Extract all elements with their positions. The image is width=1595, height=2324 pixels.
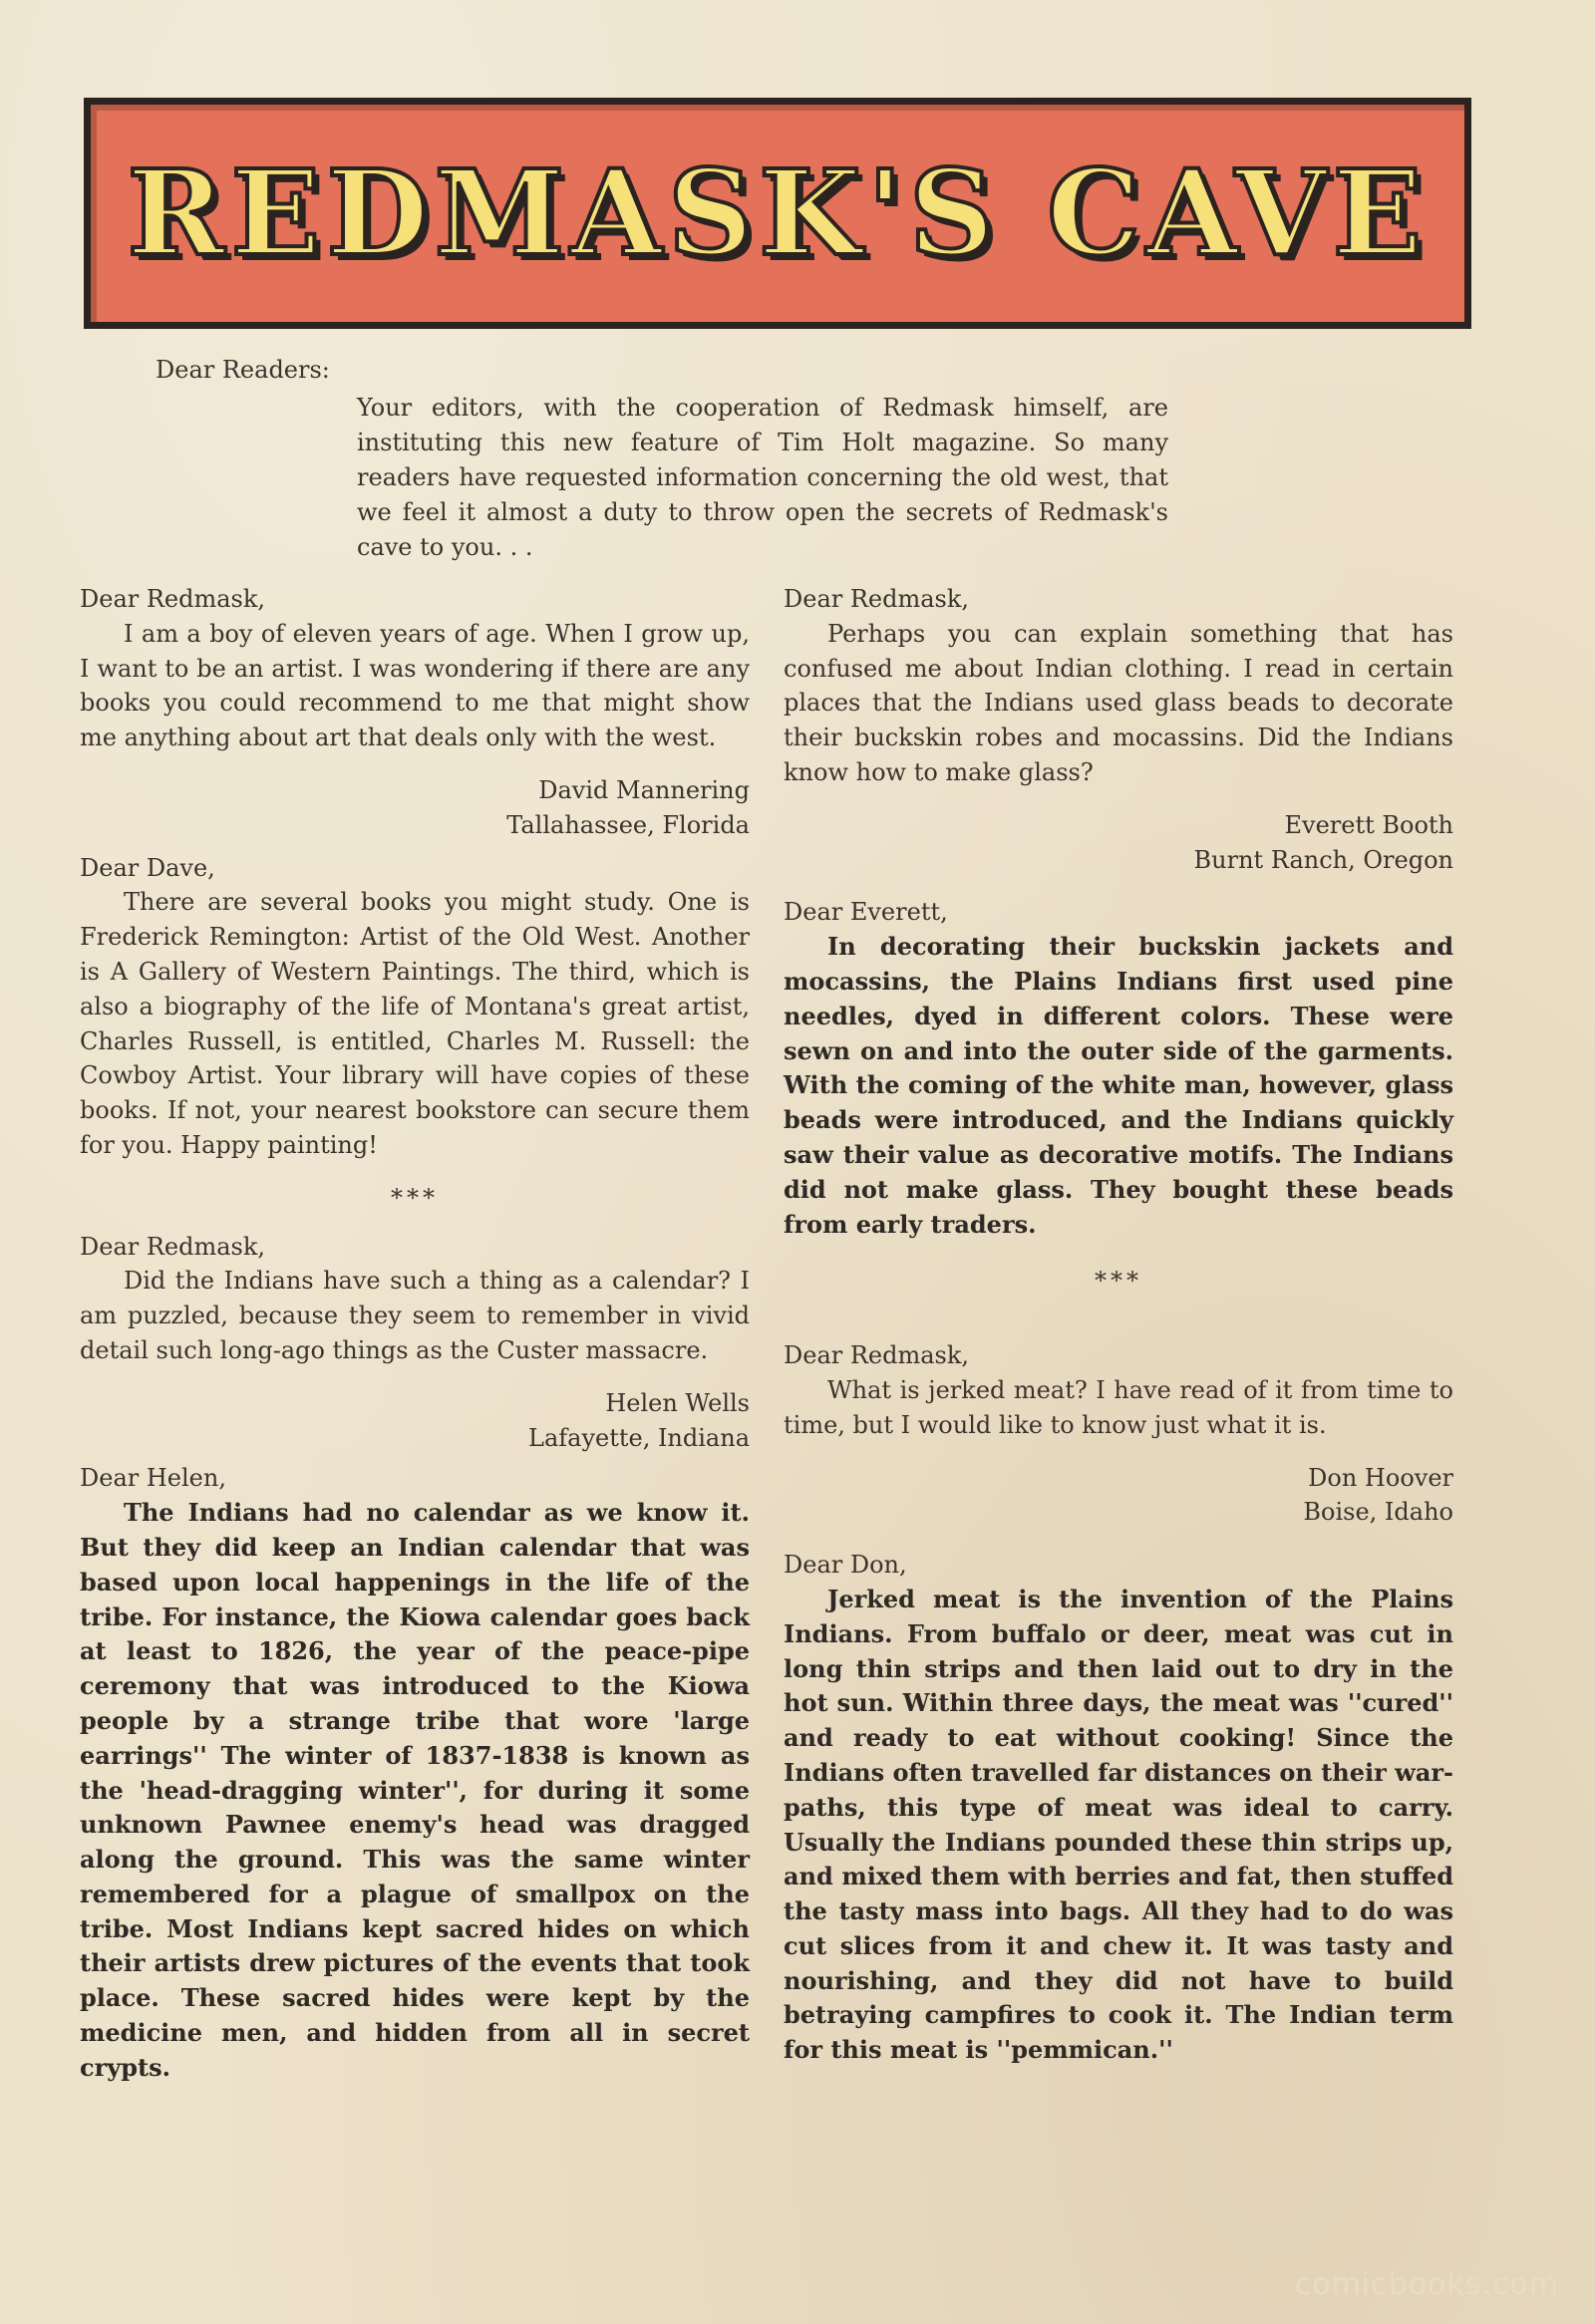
reply-salutation: Dear Helen, [80,1464,226,1493]
letter-signature-place: Tallahassee, Florida [506,810,750,839]
reply-body: In decorating their buckskin jackets and mocassins, the Plains Indians first used pine needles, dyed in different colors. These were sewn on and into the outer side of the garments. With the coming of the white man, however, glass beads were introduced, and the Indians quickly saw their value as decorative motifs. The Indians did not make glass. They bought these beads from early traders. [784,932,1453,1239]
letter-signature-place: Burnt Ranch, Oregon [1193,845,1453,874]
reply-salutation: Dear Don, [784,1551,907,1580]
letter-body: Perhaps you can explain something that has confused me about Indian clothing. I read in certain places that the Indians used glass beads to decorate their buckskin robes and mocassins. Did the Indians know how to make glass? [784,619,1453,786]
right-column [784,582,1453,2068]
reply-body: Jerked meat is the invention of the Plains Indians. From buffalo or deer, meat was cut in long thin strips and then laid out to dry in the hot sun. Within three days, the meat was ''cured'' and ready to eat without cooking! Since the Indians often travelled far distances on their war-paths, this type of meat was ideal to carry. Usually the Indians pounded these thin strips up, and mixed them with berries and fat, then stuffed the tasty mass into bags. All they had to do was cut slices from it and chew it. It was tasty and nourishing, and they did not have to build betraying campfires to cook it. The Indian term for this meat is ''pemmican.'' [784,1584,1453,2065]
letter-body: What is jerked meat? I have read of it from time to time, but I would like to know just what it is. [784,1375,1453,1439]
reply-salutation: Dear Everett, [784,898,948,927]
left-column [80,582,750,2086]
letter-signature-name: Don Hoover [1308,1463,1453,1492]
letter-salutation: Dear Redmask, [784,1341,970,1370]
section-separator: *** [391,1183,439,1212]
intro-paragraph: Your editors, with the cooperation of Redmask himself, are instituting this new feature of Tim Holt magazine. So many readers have requested information concerning the old west, that we feel it almost a duty to throw open the secrets of Redmask's cave to you. . . [357,394,1168,561]
reply-salutation: Dear Dave, [80,853,215,882]
title-banner [84,98,1471,329]
intro-salutation: Dear Readers: [156,356,330,384]
letter-signature-name: Helen Wells [605,1388,750,1417]
section-separator: *** [1095,1267,1142,1296]
reply-body: There are several books you might study. One is Frederick Remington: Artist of the Old West. Another is A Gallery of Western Paintings. The third, which is also a biography of the life of Montana's great artist, Charles Russell, is entitled, Charles M. Russell: the Cowboy Artist. Your library will have copies of these books. If not, your nearest bookstore can secure them for you. Happy painting! [80,888,750,1159]
letter-salutation: Dear Redmask, [80,1232,266,1261]
letter-salutation: Dear Redmask, [784,585,970,613]
letter-salutation: Dear Redmask, [80,585,266,613]
letter-signature-place: Boise, Idaho [1303,1498,1453,1527]
letter-body: Did the Indians have such a thing as a calendar? I am puzzled, because they seem to remember in vivid detail such long-ago things as the Custer massacre. [80,1267,750,1364]
letter-signature-name: David Mannering [538,775,750,804]
letter-signature-place: Lafayette, Indiana [528,1423,750,1452]
reply-body: The Indians had no calendar as we know it. But they did keep an Indian calendar that was based upon local happenings in the life of the tribe. For instance, the Kiowa calendar goes back at least to 1826, the year of the peace-pipe ceremony that was introduced to the Kiowa people by a strange tribe that wore 'large earrings'' The winter of 1837-1838 is known as the 'head-dragging winter'', for during it some unknown Pawnee enemy's head was dragged along the ground. This was the same winter remembered for a plague of smallpox on the tribe. Most Indians kept sacred hides on which their artists drew pictures of the events that took place. These sacred hides were kept by the medicine men, and hidden from all in secret crypts. [80,1498,750,2082]
letter-body: I am a boy of eleven years of age. When I grow up, I want to be an artist. I was wondering if there are any books you could recommend to me that might show me anything about art that deals only with the west. [80,619,750,752]
banner-title: REDMASK'S CAVE [127,144,1429,282]
watermark: comicbooks.com [1294,2267,1559,2302]
letter-signature-name: Everett Booth [1284,810,1453,839]
